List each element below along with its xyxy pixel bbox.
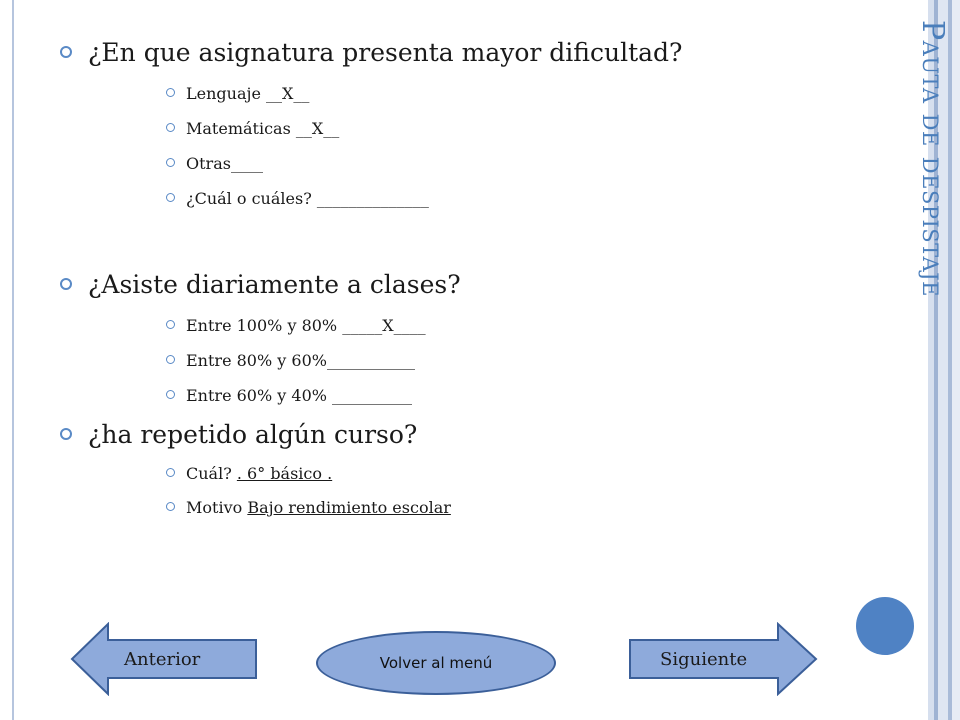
option-prefix: Motivo xyxy=(186,498,248,517)
option-item xyxy=(166,385,412,407)
option-text: Entre 80% y 60%___________ xyxy=(186,351,415,370)
option-text: Lenguaje __X__ xyxy=(186,84,310,103)
option-text: ¿Cuál o cuáles? ______________ xyxy=(186,189,429,208)
bullet-icon xyxy=(60,278,72,290)
option-item xyxy=(166,153,263,175)
bullet-icon xyxy=(166,502,175,511)
next-button[interactable] xyxy=(628,622,818,696)
menu-label: Volver al menú xyxy=(379,654,493,672)
option-text: Entre 60% y 40% __________ xyxy=(186,386,413,405)
bullet-icon xyxy=(166,193,175,202)
option-text: Matemáticas __X__ xyxy=(186,119,340,138)
bullet-icon xyxy=(166,468,175,477)
option-item xyxy=(166,350,415,372)
bullet-icon xyxy=(166,88,175,97)
back-to-menu-button[interactable] xyxy=(316,631,556,695)
bullet-icon xyxy=(166,355,175,364)
option-item xyxy=(166,463,332,485)
bullet-icon xyxy=(60,46,72,58)
slide-title: Pauta de despistaje xyxy=(915,20,950,297)
next-label: Siguiente xyxy=(660,649,748,670)
question xyxy=(60,38,682,68)
question-text: ¿En que asignatura presenta mayor dificultad? xyxy=(88,38,683,67)
bullet-icon xyxy=(60,428,72,440)
option-item xyxy=(166,315,426,337)
previous-button[interactable] xyxy=(70,622,258,696)
question xyxy=(60,270,461,300)
right-decorative-band xyxy=(952,0,960,720)
option-answer: . 6° básico . xyxy=(236,464,333,483)
bullet-icon xyxy=(166,320,175,329)
option-answer: Bajo rendimiento escolar xyxy=(247,498,451,517)
option-item xyxy=(166,83,309,105)
question-text: ¿Asiste diariamente a clases? xyxy=(88,270,461,299)
question xyxy=(60,420,417,450)
option-item xyxy=(166,497,451,519)
option-item xyxy=(166,118,339,140)
question-text: ¿ha repetido algún curso? xyxy=(88,420,418,449)
option-item xyxy=(166,188,429,210)
bullet-icon xyxy=(166,123,175,132)
option-text: Entre 100% y 80% _____X____ xyxy=(186,316,426,335)
decorative-circle xyxy=(856,597,914,655)
option-text: Otras____ xyxy=(186,154,263,173)
previous-label: Anterior xyxy=(124,649,201,670)
bullet-icon xyxy=(166,158,175,167)
bullet-icon xyxy=(166,390,175,399)
option-prefix: Cuál? xyxy=(186,464,237,483)
